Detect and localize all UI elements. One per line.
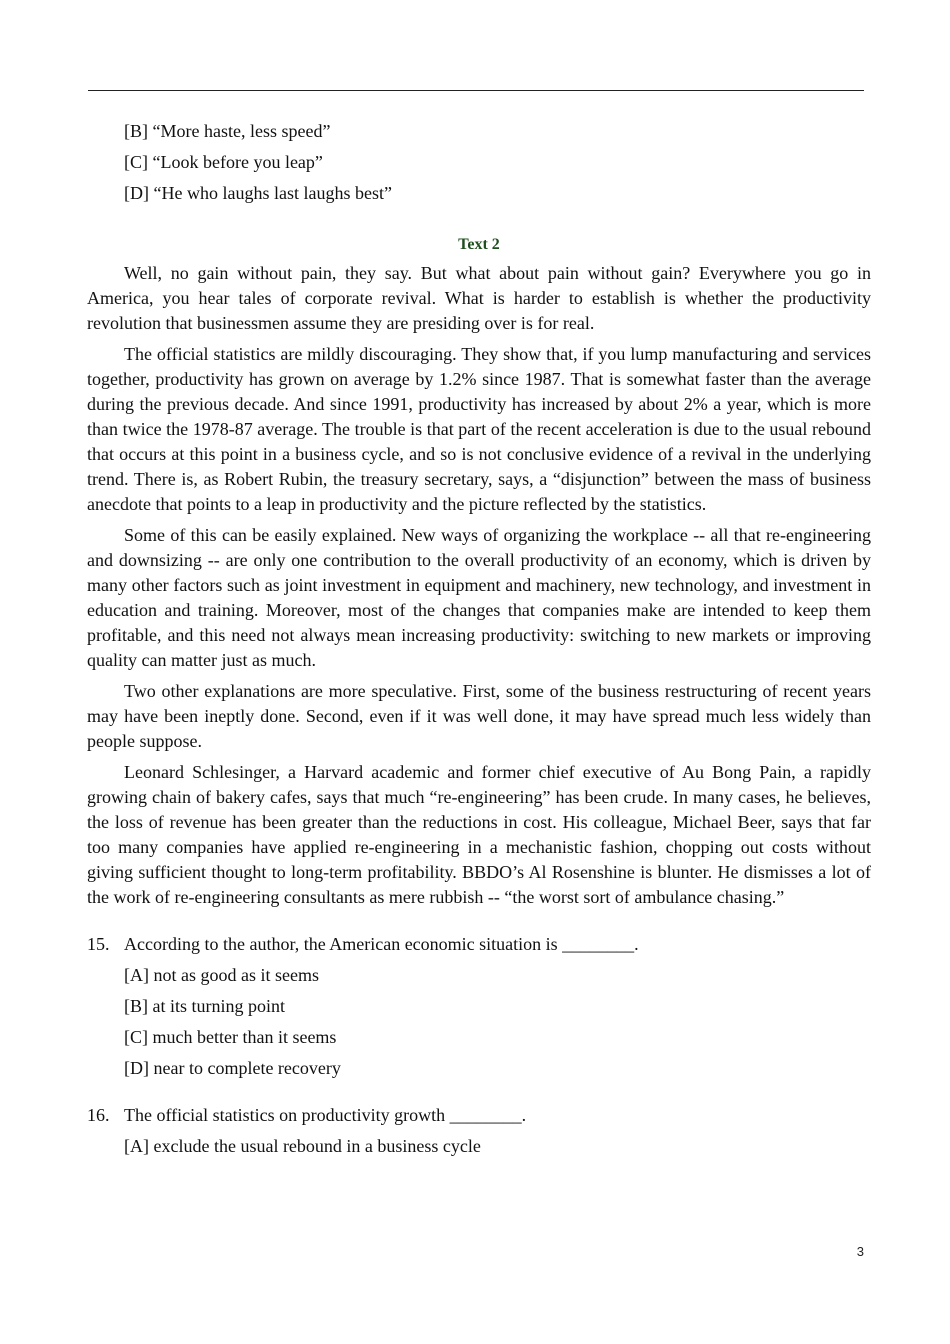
question-number: 16. [87, 1105, 110, 1125]
paragraph-2: The official statistics are mildly discouraging. They show that, if you lump manufacturing and services together, productivity has grown on average by 1.2% since 1987. That is somewhat faster than the average during the previous decade. And since 1991, productivity has increased by about 2% a year, which is more than twice the 1978-87 average. The trouble is that part of the recent acceleration is due to the usual rebound that occurs at this point in a business cycle, and so is not conclusive evidence of a revival in the underlying trend. There is, as Robert Rubin, the treasury secretary, says, a “disjunction” between the mass of business anecdote that points to a leap in productivity and the picture reflected by the statistics. [87, 344, 871, 514]
question-stem [87, 932, 871, 957]
option-c: [C] “Look before you leap” [124, 152, 323, 172]
paragraph-1: Well, no gain without pain, they say. But what about pain without gain? Everywhere you go in America, you hear tales of corporate revival. What is harder to establish is whether the productivity revolution that businessmen assume they are presiding over is for real. [87, 263, 871, 333]
question-number: 15. [87, 934, 110, 954]
page-number: 3 [856, 1244, 864, 1259]
option-b: [B] “More haste, less speed” [124, 121, 331, 141]
question-15 [87, 932, 871, 1081]
question-stem [87, 1103, 871, 1128]
paragraph-5: Leonard Schlesinger, a Harvard academic and former chief executive of Au Bong Pain, a rapidly growing chain of bakery cafes, says that much “re-engineering” has been crude. In many cases, he believes, the loss of revenue has been greater than the reductions in cost. His colleague, Michael Beer, says that far too many companies have applied re-engineering in a mechanistic fashion, chopping out costs without giving sufficient thought to long-term profitability. BBDO’s Al Rosenshine is blunter. He dismisses a lot of the work of re-engineering consultants as mere rubbish -- “the worst sort of ambulance chasing.” [87, 762, 871, 907]
question-16 [87, 1103, 871, 1159]
option-c: [C] much better than it seems [124, 1027, 337, 1047]
option-d: [D] “He who laughs last laughs best” [124, 183, 392, 203]
header-rule [88, 90, 864, 91]
option-a: [A] not as good as it seems [124, 965, 319, 985]
previous-question-options [87, 119, 871, 206]
option-a: [A] exclude the usual rebound in a business cycle [124, 1136, 481, 1156]
option-d: [D] near to complete recovery [124, 1058, 341, 1078]
paragraph-3: Some of this can be easily explained. New ways of organizing the workplace -- all that re-engineering and downsizing -- are only one contribution to the overall productivity of an economy, which is driven by many other factors such as joint investment in equipment and machinery, new technology, and investment in education and training. Moreover, most of the changes that companies make are intended to keep them profitable, and this need not always mean increasing productivity: switching to new markets or improving quality can matter just as much. [87, 525, 871, 670]
question-text: According to the author, the American economic situation is ________. [124, 934, 639, 954]
paragraph-4: Two other explanations are more speculative. First, some of the business restructuring of recent years may have been ineptly done. Second, even if it was well done, it may have spread much less widely than people suppose. [87, 681, 871, 751]
option-b: [B] at its turning point [124, 996, 285, 1016]
question-text: The official statistics on productivity growth ________. [124, 1105, 527, 1125]
page-content [87, 119, 871, 1165]
section-title: Text 2 [458, 236, 500, 253]
